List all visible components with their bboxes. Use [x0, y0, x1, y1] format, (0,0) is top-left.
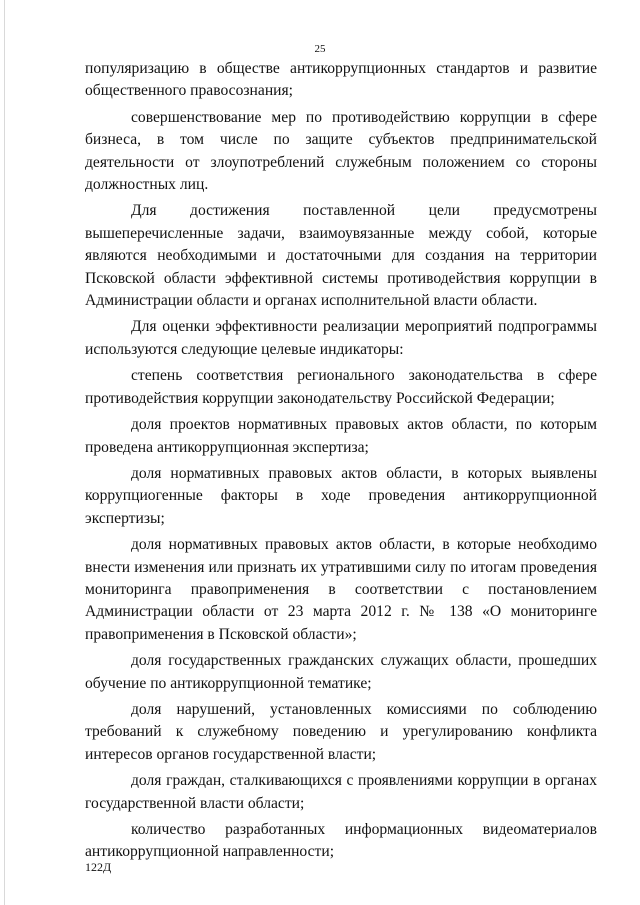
indicator-item: доля проектов нормативных правовых актов области, по которым проведена антикоррупционная экспертиза;: [85, 416, 597, 456]
indicator-item: доля граждан, сталкивающихся с проявлениями коррупции в органах государственной власти области;: [85, 772, 597, 812]
indicator-item: доля нормативных правовых актов области, в которых выявлены коррупциогенные факторы в ходе проведения антикоррупционной экспертизы;: [85, 464, 597, 527]
indicator-item: степень соответствия регионального законодательства в сфере противодействия коррупции законодательству Российской Федерации;: [85, 367, 597, 407]
paragraph-continuation: популяризацию в обществе антикоррупционных стандартов и развитие общественного правосознания;: [85, 60, 597, 100]
indicator-item: доля государственных гражданских служащих области, прошедших обучение по антикоррупционной тематике;: [85, 652, 597, 692]
page-number: 25: [314, 43, 326, 55]
paragraph: Для оценки эффективности реализации мероприятий подпрограммы используются следующие целевые индикаторы:: [85, 318, 597, 358]
page-edge: [4, 0, 5, 905]
footer-code: 122Д: [85, 860, 112, 874]
document-body: [85, 58, 597, 868]
indicator-item: доля нарушений, установленных комиссиями по соблюдению требований к служебному поведению и урегулированию конфликта интересов органов государственной власти;: [85, 700, 597, 763]
indicator-item: доля нормативных правовых актов области, в которые необходимо внести изменения или признать их утратившими силу по итогам проведения мониторинга правоприменения в соответствии с постановлением Администрации области от 23 марта 2012 г. № 138 «О мониторинге правоприменения в Псковской области»;: [85, 536, 597, 643]
indicator-item: количество разработанных информационных видеоматериалов антикоррупционной направленности;: [85, 821, 597, 861]
paragraph: Для достижения поставленной цели предусмотрены вышеперечисленные задачи, взаимоувязанные между собой, которые являются необходимыми и достаточными для создания на территории Псковской области эффективной системы противодействия коррупции в Администрации области и органах исполнительной власти области.: [85, 202, 597, 310]
paragraph: совершенствование мер по противодействию коррупции в сфере бизнеса, в том числе по защите субъектов предпринимательской деятельности от злоупотреблений служебным положением со стороны должностных лиц.: [85, 108, 597, 194]
